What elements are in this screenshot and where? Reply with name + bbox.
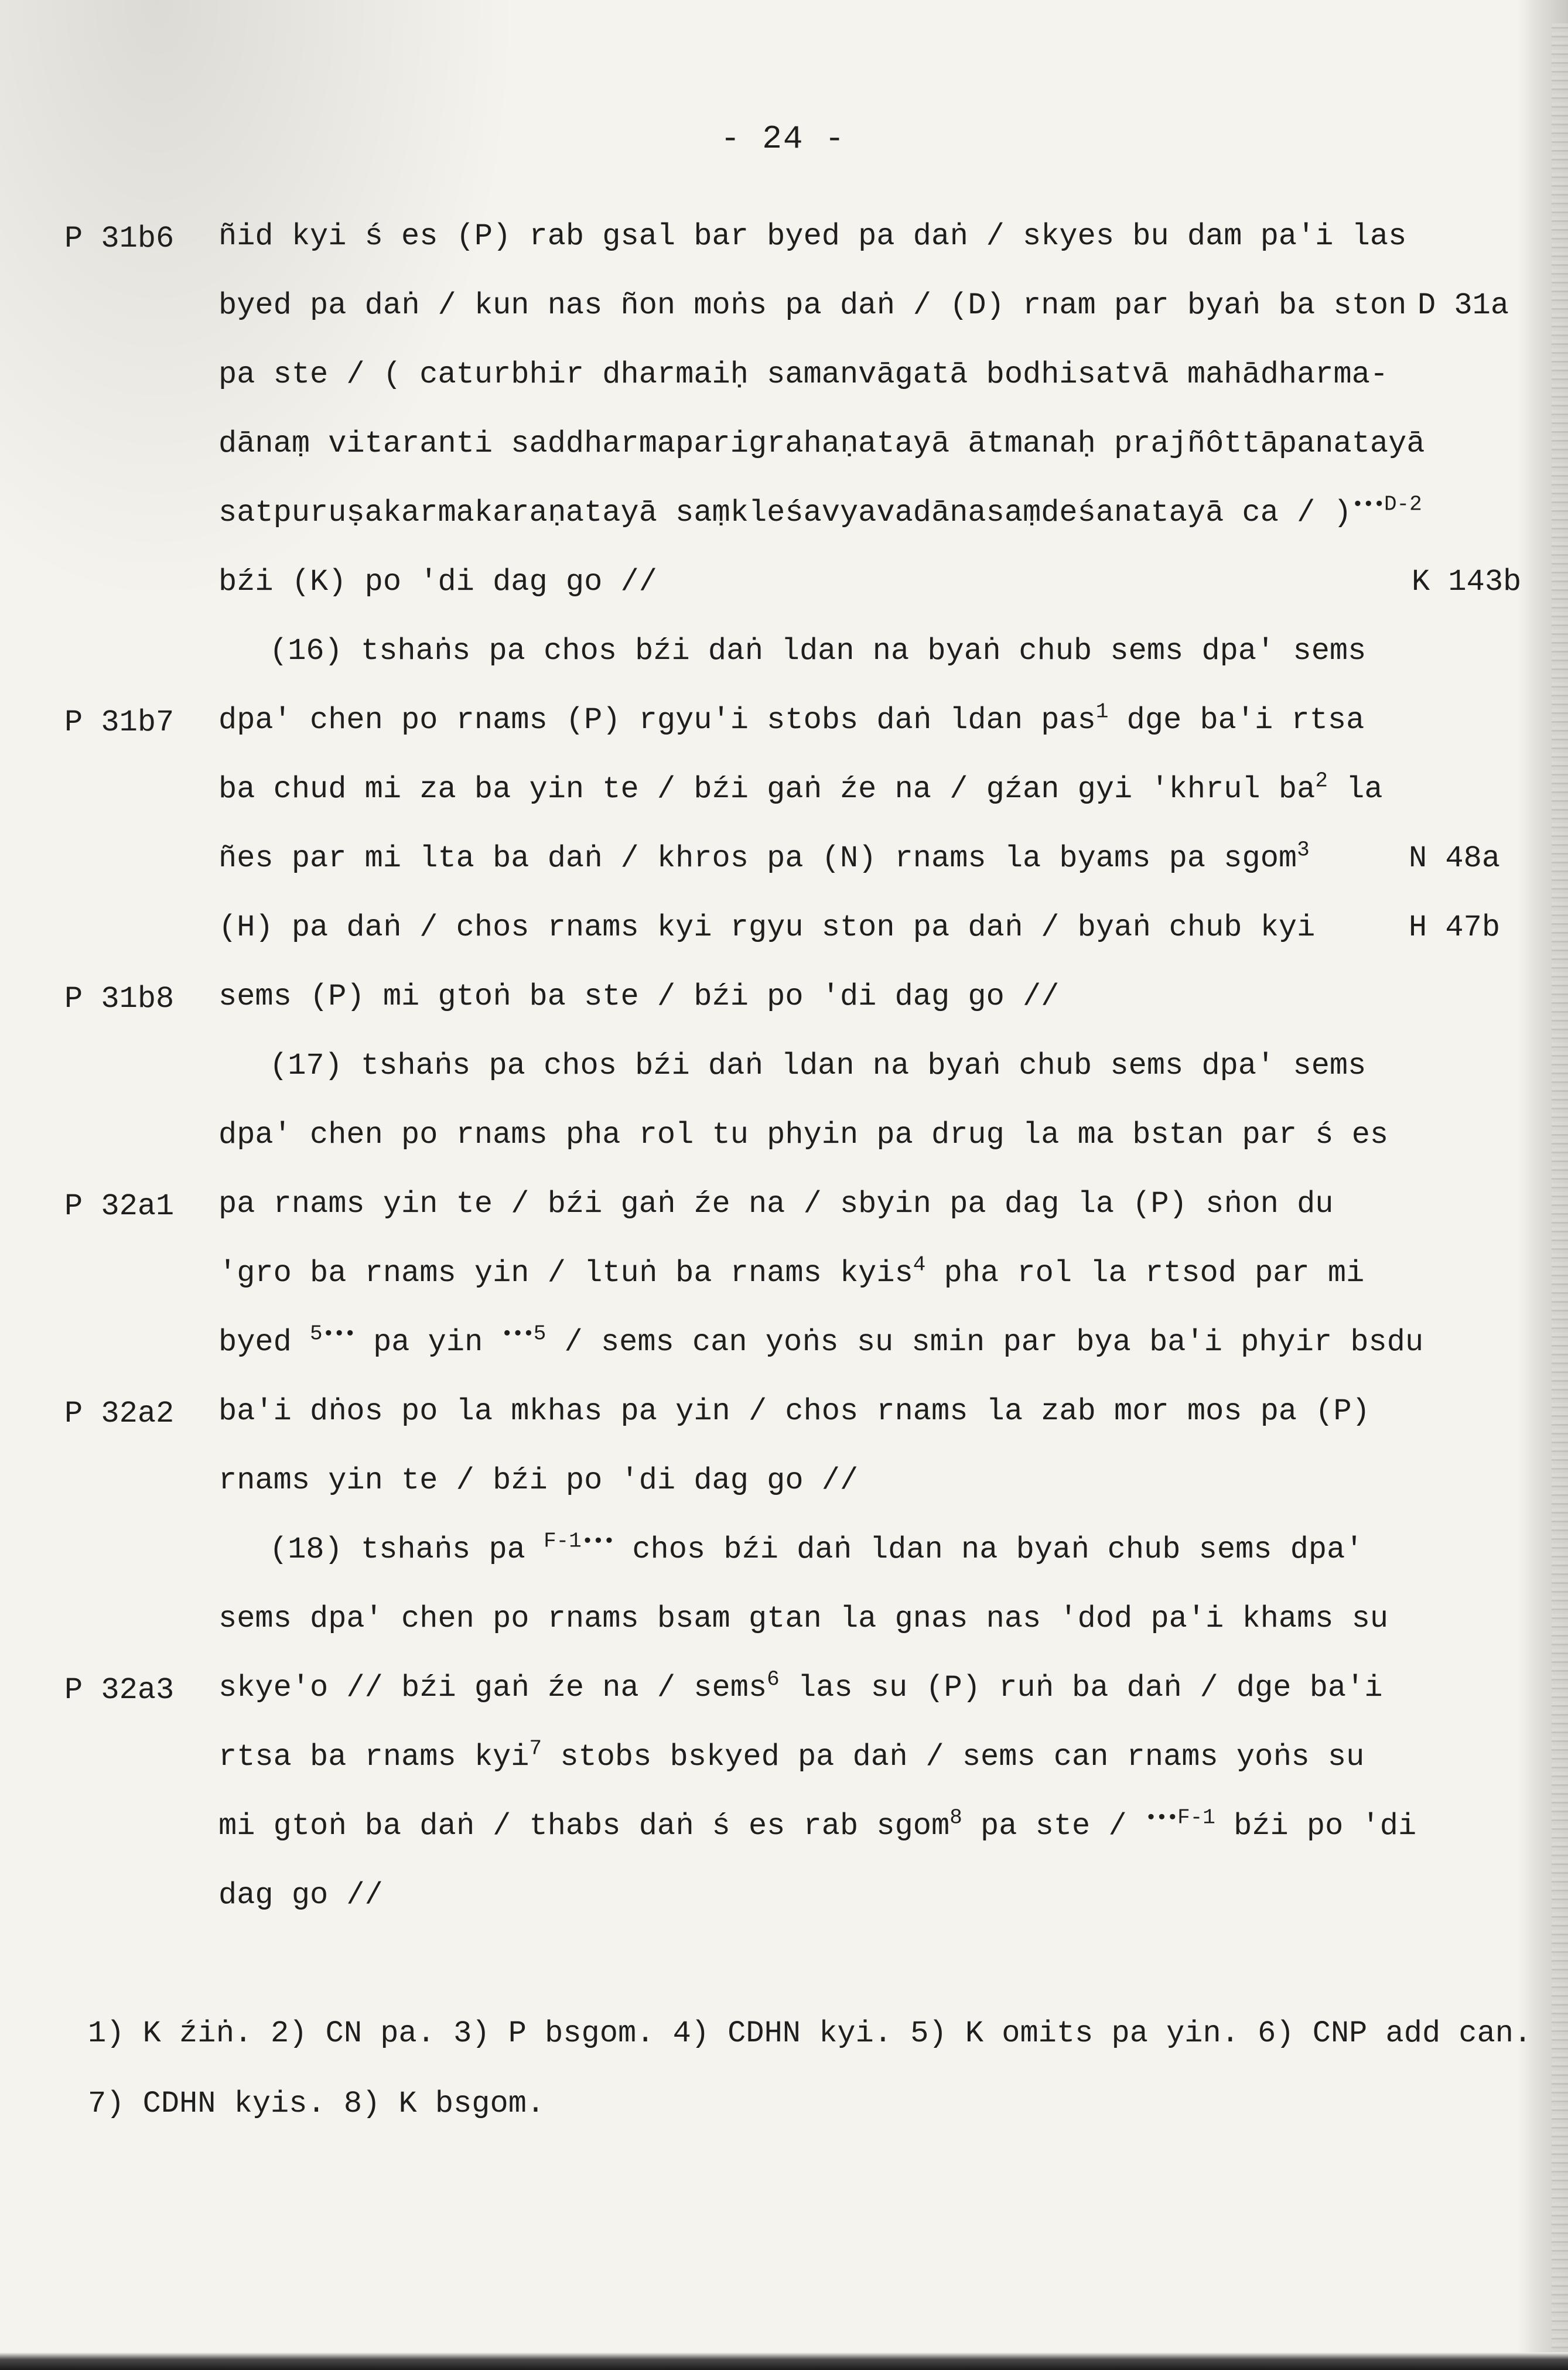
line-text: chos bźi daṅ ldan na byaṅ chub sems dpa′ [614, 1532, 1364, 1567]
text-line: ba′i dṅos po la mkhas pa yin / chos rnams la zab mor mos pa (P) [218, 1394, 1370, 1429]
line-text: ′gro ba rnams yin / ltuṅ ba rnams kyis [218, 1256, 913, 1290]
footnote-marker: 5 [533, 1321, 546, 1346]
text-line: sems dpa′ chen po rnams bsam gtan la gnas nas ′dod pa′i khams su [218, 1601, 1389, 1636]
page-number: - 24 - [720, 120, 846, 158]
line-text: pha rol la rtsod par mi [925, 1256, 1365, 1290]
ellipsis-mark: ••• [581, 1531, 614, 1553]
text-line: ñid kyi ś es (P) rab gsal bar byed pa daṅ / skyes bu dam pa′i las [218, 219, 1407, 254]
text-line: bźi (K) po ′di dag go // [218, 565, 657, 599]
footnote-marker: 3 [1297, 838, 1310, 862]
folio-ref: D 31a [1417, 288, 1509, 323]
footnote-marker: 2 [1315, 769, 1328, 793]
text-line: (17) tshaṅs pa chos bźi daṅ ldan na byaṅ chub sems dpa′ sems [269, 1049, 1367, 1083]
folio-ref: P 32a2 [64, 1396, 175, 1431]
folio-ref: P 31b7 [64, 705, 175, 740]
footnote-marker: 7 [529, 1736, 542, 1761]
scan-edge [1552, 23, 1568, 2361]
ellipsis-mark: ••• [322, 1323, 355, 1346]
footnote-marker: 4 [913, 1252, 926, 1277]
line-text: la [1327, 772, 1383, 807]
text-line: pa rnams yin te / bźi gaṅ źe na / sbyin pa dag la (P) sṅon du [218, 1187, 1334, 1221]
folio-ref: P 32a3 [64, 1673, 175, 1708]
text-line: pa ste / ( caturbhir dharmaiḥ samanvāgatā bodhisatvā mahādharma- [218, 357, 1389, 392]
text-line [269, 1531, 1364, 1569]
footnote-marker: 8 [949, 1805, 962, 1830]
line-text: pa yin [354, 1325, 501, 1360]
text-line [218, 840, 1310, 877]
text-line: dānaṃ vitaranti saddharmaparigrahaṇatayā ātmanaḥ prajñôttāpanatayā [218, 426, 1425, 461]
text-line [218, 1252, 1365, 1292]
footnote-marker: D-2 [1383, 492, 1422, 517]
text-line: (16) tshaṅs pa chos bźi daṅ ldan na byaṅ chub sems dpa′ sems [269, 634, 1367, 668]
scan-bottom-edge [0, 2352, 1568, 2370]
folio-ref: P 31b6 [64, 221, 175, 256]
text-line [218, 1669, 1383, 1707]
line-text: (18) tshaṅs pa [269, 1532, 544, 1567]
line-text: bźi po ′di [1215, 1809, 1417, 1843]
text-line: sems (P) mi gtoṅ ba ste / bźi po ′di dag go // [218, 979, 1060, 1014]
text-line: rnams yin te / bźi po ′di dag go // [218, 1463, 859, 1498]
line-text: ba chud mi za ba yin te / bźi gaṅ źe na / gźan gyi ′khrul ba [218, 772, 1316, 807]
text-line [218, 1321, 1424, 1361]
footnote-marker: F-1 [1177, 1805, 1215, 1830]
line-text: pa ste / [962, 1809, 1145, 1843]
footnote-marker: 1 [1095, 699, 1109, 724]
text-line [218, 1736, 1365, 1776]
text-line: byed pa daṅ / kun nas ñon moṅs pa daṅ / (D) rnam par byaṅ ba ston [218, 288, 1407, 323]
text-line [218, 699, 1365, 739]
footnote-line: 1) K źiṅ. 2) CN pa. 3) P bsgom. 4) CDHN kyi. 5) K omits pa yin. 6) CNP add can. [88, 2016, 1532, 2051]
text-line [218, 1805, 1417, 1845]
ellipsis-mark: ••• [501, 1323, 534, 1346]
line-text: las su (P) ruṅ ba daṅ / dge ba′i [779, 1671, 1383, 1705]
text-line: dag go // [218, 1878, 383, 1913]
text-line [218, 771, 1383, 808]
line-text: skye′o // bźi gaṅ źe na / sems [218, 1671, 767, 1705]
folio-ref: P 31b8 [64, 982, 175, 1016]
text-line [218, 494, 1422, 532]
line-text: satpuruṣakarmakaraṇatayā saṃkleśavyavadānasaṃdeśanatayā ca / ) [218, 496, 1352, 530]
line-text: / sems can yoṅs su smin par bya ba′i phyir bsdu [546, 1325, 1424, 1360]
line-text: mi gtoṅ ba daṅ / thabs daṅ ś es rab sgom [218, 1809, 950, 1843]
ellipsis-mark: ••• [1145, 1807, 1178, 1830]
footnote-marker: 6 [767, 1667, 780, 1692]
line-text: ñes par mi lta ba daṅ / khros pa (N) rnams la byams pa sgom [218, 841, 1297, 876]
folio-ref: N 48a [1409, 841, 1501, 876]
text-line: (H) pa daṅ / chos rnams kyi rgyu ston pa daṅ / byaṅ chub kyi [218, 910, 1316, 945]
folio-ref: P 32a1 [64, 1189, 175, 1224]
line-text: dpa′ chen po rnams (P) rgyu′i stobs daṅ ldan pas [218, 703, 1096, 737]
ellipsis-mark: ••• [1351, 494, 1384, 517]
folio-ref: K 143b [1412, 565, 1522, 599]
footnote-line: 7) CDHN kyis. 8) K bsgom. [88, 2086, 545, 2121]
line-text: dge ba′i rtsa [1108, 703, 1365, 737]
line-text: rtsa ba rnams kyi [218, 1740, 530, 1774]
line-text: byed [218, 1325, 310, 1360]
line-text: stobs bskyed pa daṅ / sems can rnams yoṅs su [542, 1740, 1365, 1774]
folio-ref: H 47b [1409, 910, 1501, 945]
text-line: dpa′ chen po rnams pha rol tu phyin pa drug la ma bstan par ś es [218, 1118, 1389, 1152]
footnote-marker: 5 [310, 1321, 323, 1346]
footnote-marker: F-1 [544, 1529, 582, 1553]
